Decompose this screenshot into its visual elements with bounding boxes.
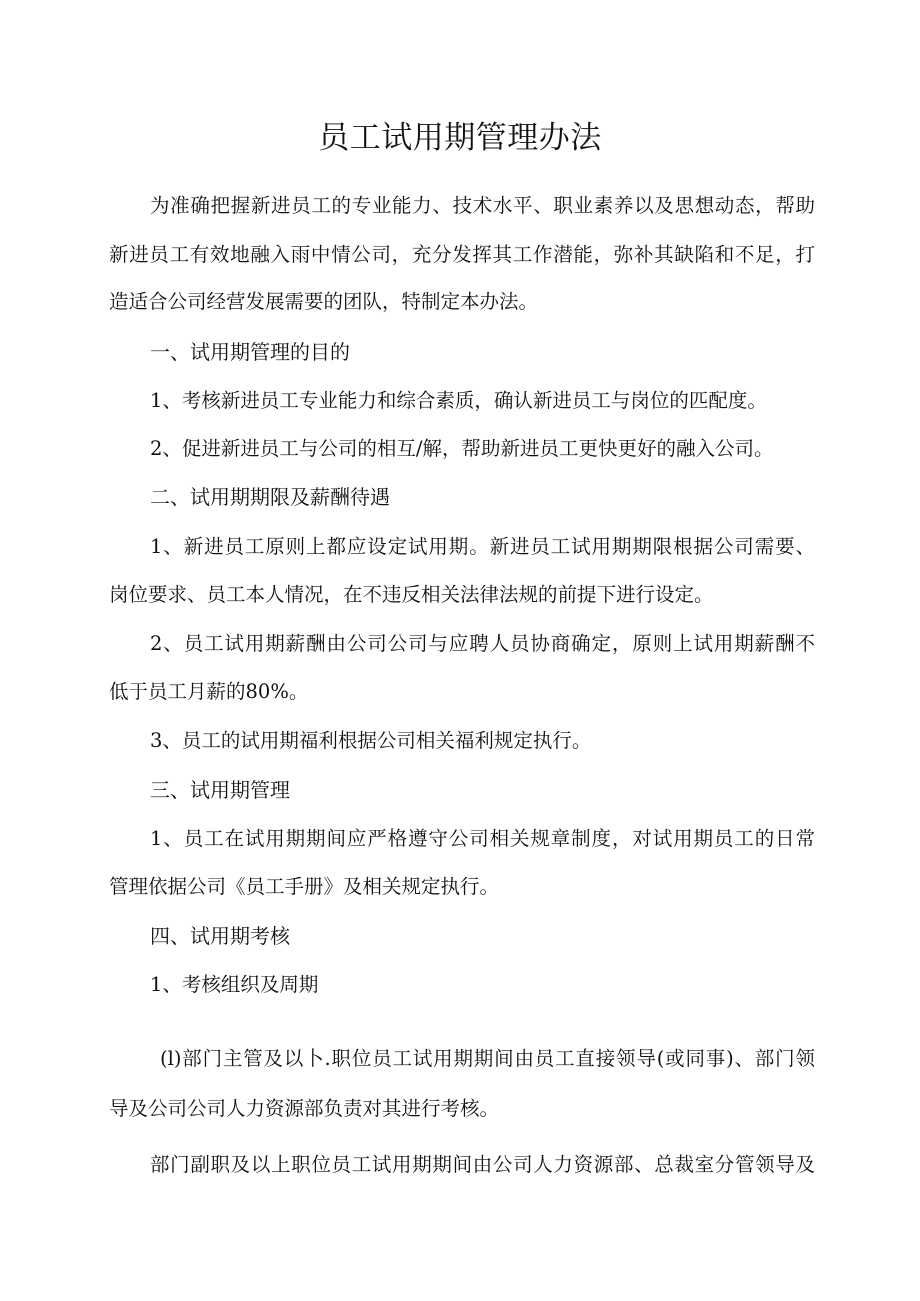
section-1-heading: 一、试用期管理的目的	[150, 340, 350, 364]
section-2-item-2-line-2: 低于员工月薪的80%。	[109, 680, 309, 703]
section-2-item-1-line-1: 1、新进员工原则上都应设定试用期。新进员工试用期期限根据公司需要、	[150, 535, 815, 558]
intro-line-3: 造适合公司经营发展需要的团队，特制定本办法。	[109, 290, 539, 313]
section-3-item-1-line-1: 1、员工在试用期期间应严格遵守公司相关规章制度，对试用期员工的日常	[150, 827, 815, 850]
section-4-heading: 四、试用期考核	[150, 924, 290, 948]
section-2-heading: 二、试用期期限及薪酬待遇	[150, 485, 390, 509]
section-2-item-1-line-2: 岗位要求、员工本人情况，在不违反相关法律法规的前提下进行设定。	[109, 583, 714, 606]
section-2-item-2-line-1: 2、员工试用期薪酬由公司公司与应聘人员协商确定，原则上试用期薪酬不	[150, 632, 815, 655]
intro-line-1: 为准确把握新进员工的专业能力、技术水平、职业素养以及思想动态，帮助	[150, 194, 815, 217]
section-1-item-1: 1、考核新进员工专业能力和综合素质，确认新进员工与岗位的匹配度。	[150, 389, 767, 412]
section-1-item-2: 2、促进新进员工与公司的相互/解，帮助新进员工更快更好的融入公司。	[150, 437, 774, 460]
section-4-para-2: 部门副职及以上职位员工试用期期间由公司人力资源部、总裁室分管领导及	[150, 1153, 815, 1176]
section-3-heading: 三、试用期管理	[150, 778, 290, 802]
section-4-sub-1: 1、考核组织及周期	[150, 973, 319, 996]
section-2-item-3: 3、员工的试用期福利根据公司相关福利规定执行。	[150, 729, 592, 752]
intro-line-2: 新进员工有效地融入雨中情公司，充分发挥其工作潜能，弥补其缺陷和不足，打	[109, 243, 815, 266]
section-4-para-1-line-1: (l)部门主管及以卜.职位员工试用期期间由员工直接领导(或同事)、部门领	[160, 1047, 815, 1070]
document-title: 员工试用期管理办法	[318, 120, 602, 156]
section-3-item-1-line-2: 管理依据公司《员工手册》及相关规定执行。	[109, 875, 500, 898]
section-4-para-1-line-2: 导及公司公司人力资源部负责对其进行考核。	[109, 1097, 500, 1120]
